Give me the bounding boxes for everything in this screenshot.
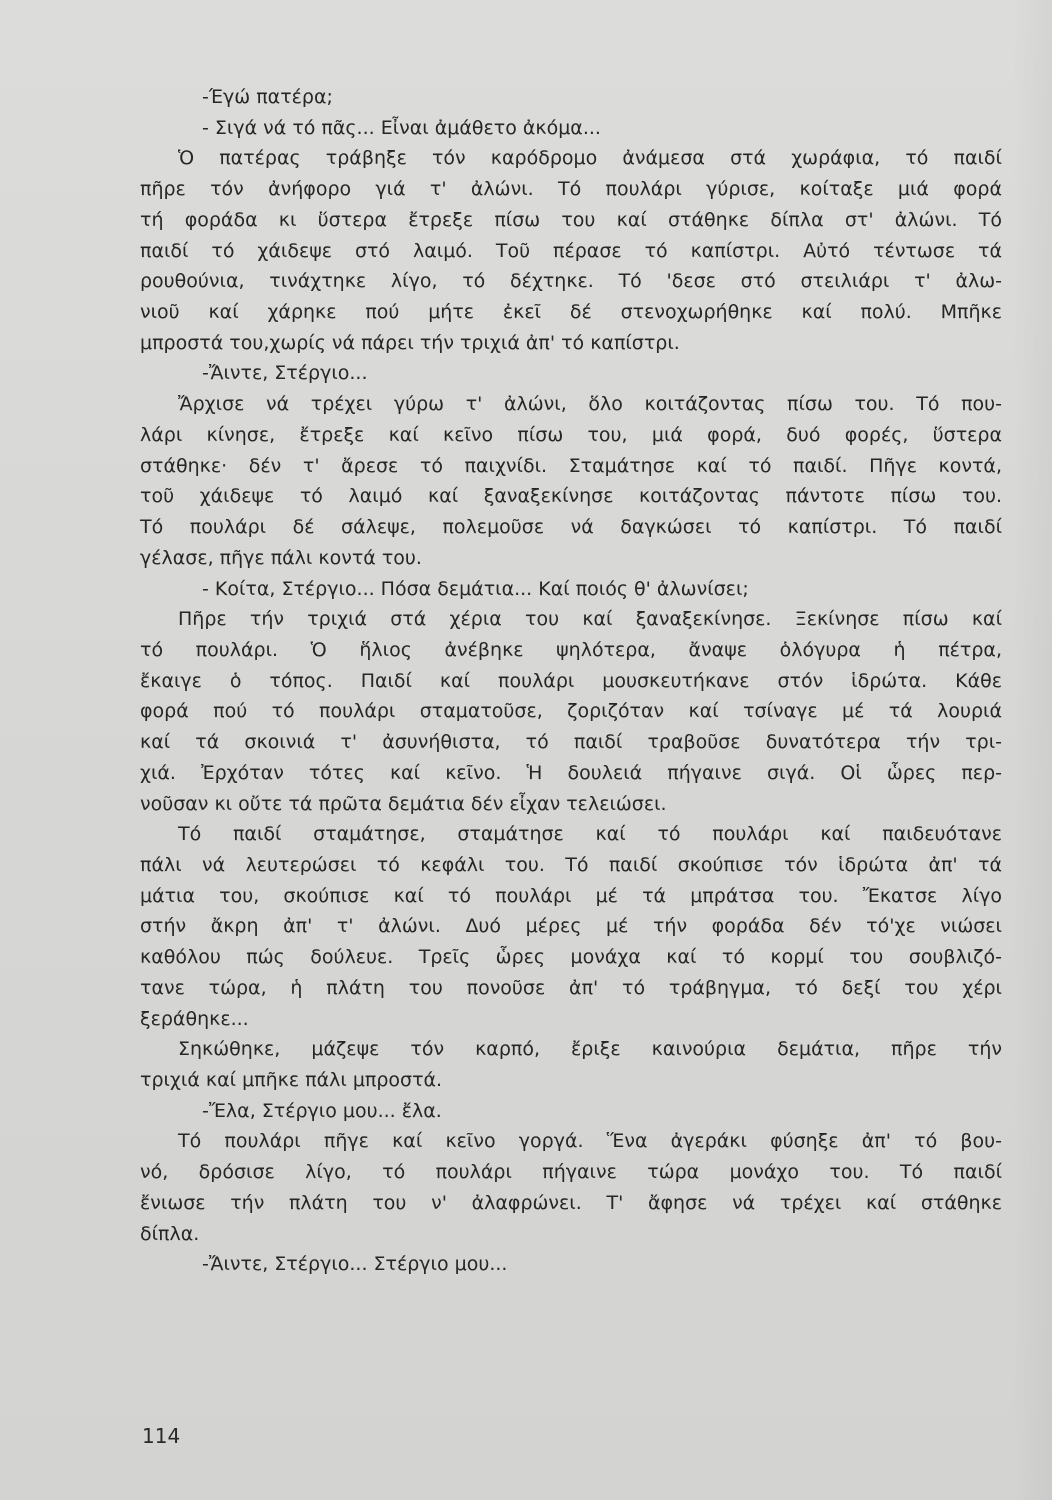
paragraph-line: ξεράθηκε... (140, 1007, 249, 1030)
paragraph-line: Τό πουλάρι δέ σάλεψε, πολεμοῦσε νά δαγκώσει τό καπίστρι. Τό παιδί (140, 516, 1002, 539)
paragraph-line: καί τά σκοινιά τ' ἀσυνήθιστα, τό παιδί τραβοῦσε δυνατότερα τήν τρι- (140, 731, 1002, 754)
paragraph-line: τοῦ χάιδεψε τό λαιμό καί ξαναξεκίνησε κοιτάζοντας πάντοτε πίσω του. (140, 485, 1002, 508)
paragraph-line: μπροστά του,χωρίς νά πάρει τήν τριχιά ἀπ' τό καπίστρι. (140, 331, 680, 354)
paragraph-line: πάλι νά λευτερώσει τό κεφάλι του. Τό παιδί σκούπισε τόν ἱδρώτα ἀπ' τά (140, 853, 1002, 876)
body-text (140, 82, 1002, 1280)
paragraph-line: πῆρε τόν ἀνήφορο γιά τ' ἀλώνι. Τό πουλάρι γύρισε, κοίταξε μιά φορά (140, 178, 1002, 201)
dialogue-line: -Έγώ πατέρα; (202, 86, 333, 108)
dialogue-line: -Ἄιντε, Στέργιο... (202, 362, 368, 385)
paragraph-line: τανε τώρα, ἡ πλάτη του πονοῦσε ἀπ' τό τράβηγμα, τό δεξί του χέρι (140, 976, 1002, 999)
dialogue-line: - Κοίτα, Στέργιο... Πόσα δεμάτια... Καί ποιός θ' ἀλωνίσει; (202, 577, 749, 600)
page-number: 114 (142, 1424, 181, 1448)
paragraph-line: τή φοράδα κι ὕστερα ἔτρεξε πίσω του καί στάθηκε δίπλα στ' ἀλώνι. Τό (140, 208, 1002, 231)
paragraph-line: Πῆρε τήν τριχιά στά χέρια του καί ξαναξεκίνησε. Ξεκίνησε πίσω καί (178, 608, 1002, 631)
paragraph-line: δίπλα. (140, 1222, 200, 1245)
paragraph-line: παιδί τό χάιδεψε στό λαιμό. Τοῦ πέρασε τό καπίστρι. Αὐτό τέντωσε τά (140, 239, 1002, 262)
paragraph-line: μάτια του, σκούπισε καί τό πουλάρι μέ τά μπράτσα του. Ἔκατσε λίγο (140, 884, 1002, 907)
paragraph-line: Τό πουλάρι πῆγε καί κεῖνο γοργά. Ἕνα ἀγεράκι φύσηξε ἀπ' τό βου- (178, 1130, 1002, 1153)
paragraph-line: λάρι κίνησε, ἔτρεξε καί κεῖνο πίσω του, μιά φορά, δυό φορές, ὕστερα (140, 423, 1002, 446)
paragraph-line: Ἄρχισε νά τρέχει γύρω τ' ἀλώνι, ὅλο κοιτάζοντας πίσω του. Τό που- (178, 393, 1002, 416)
page-edge-shadow (1012, 0, 1052, 1500)
paragraph-line: χιά. Ἐρχόταν τότες καί κεῖνο. Ἡ δουλειά πήγαινε σιγά. Οἱ ὧρες περ- (140, 761, 1002, 784)
dialogue-line: -Ἄιντε, Στέργιο... Στέργιο μου... (202, 1253, 508, 1276)
paragraph-line: γέλασε, πῆγε πάλι κοντά του. (140, 546, 422, 569)
paragraph-line: ρουθούνια, τινάχτηκε λίγο, τό δέχτηκε. Τό 'δεσε στό στειλιάρι τ' ἀλω- (140, 270, 1002, 293)
paragraph-line: ἔνιωσε τήν πλάτη του ν' ἀλαφρώνει. Τ' ἄφησε νά τρέχει καί στάθηκε (140, 1191, 1002, 1214)
paragraph-line: ἔκαιγε ὁ τόπος. Παιδί καί πουλάρι μουσκευτήκανε στόν ἱδρώτα. Κάθε (140, 669, 1002, 692)
paragraph-line: Σηκώθηκε, μάζεψε τόν καρπό, ἔριξε καινούρια δεμάτια, πῆρε τήν (178, 1038, 1002, 1061)
paragraph-line: τό πουλάρι. Ὁ ἥλιος ἀνέβηκε ψηλότερα, ἄναψε ὁλόγυρα ἡ πέτρα, (140, 638, 1002, 661)
paragraph-line: Τό παιδί σταμάτησε, σταμάτησε καί τό πουλάρι καί παιδευότανε (178, 823, 1002, 846)
paragraph-line: στάθηκε· δέν τ' ἄρεσε τό παιχνίδι. Σταμάτησε καί τό παιδί. Πῆγε κοντά, (140, 454, 1002, 477)
paragraph-line: Ὁ πατέρας τράβηξε τόν καρόδρομο ἀνάμεσα στά χωράφια, τό παιδί (178, 147, 1002, 170)
paragraph-line: τριχιά καί μπῆκε πάλι μπροστά. (140, 1069, 443, 1091)
paragraph-line: στήν ἄκρη ἀπ' τ' ἀλώνι. Δυό μέρες μέ τήν φοράδα δέν τό'χε νιώσει (140, 915, 1002, 938)
paragraph-line: φορά πού τό πουλάρι σταματοῦσε, ζοριζόταν καί τσίναγε μέ τά λουριά (140, 700, 1002, 723)
paragraph-line: νό, δρόσισε λίγο, τό πουλάρι πήγαινε τώρα μονάχο του. Τό παιδί (140, 1161, 1002, 1184)
paragraph-line: νιοῦ καί χάρηκε πού μήτε ἐκεῖ δέ στενοχωρήθηκε καί πολύ. Μπῆκε (140, 301, 1002, 324)
paragraph-line: καθόλου πώς δούλευε. Τρεῖς ὧρες μονάχα καί τό κορμί του σουβλιζό- (140, 946, 1002, 969)
dialogue-line: - Σιγά νά τό πᾶς... Εἶναι ἀμάθετο ἀκόμα... (202, 116, 601, 139)
dialogue-line: -Ἔλα, Στέργιο μου... ἔλα. (202, 1099, 442, 1122)
paragraph-line: νοῦσαν κι οὔτε τά πρῶτα δεμάτια δέν εἶχαν τελειώσει. (140, 792, 667, 815)
